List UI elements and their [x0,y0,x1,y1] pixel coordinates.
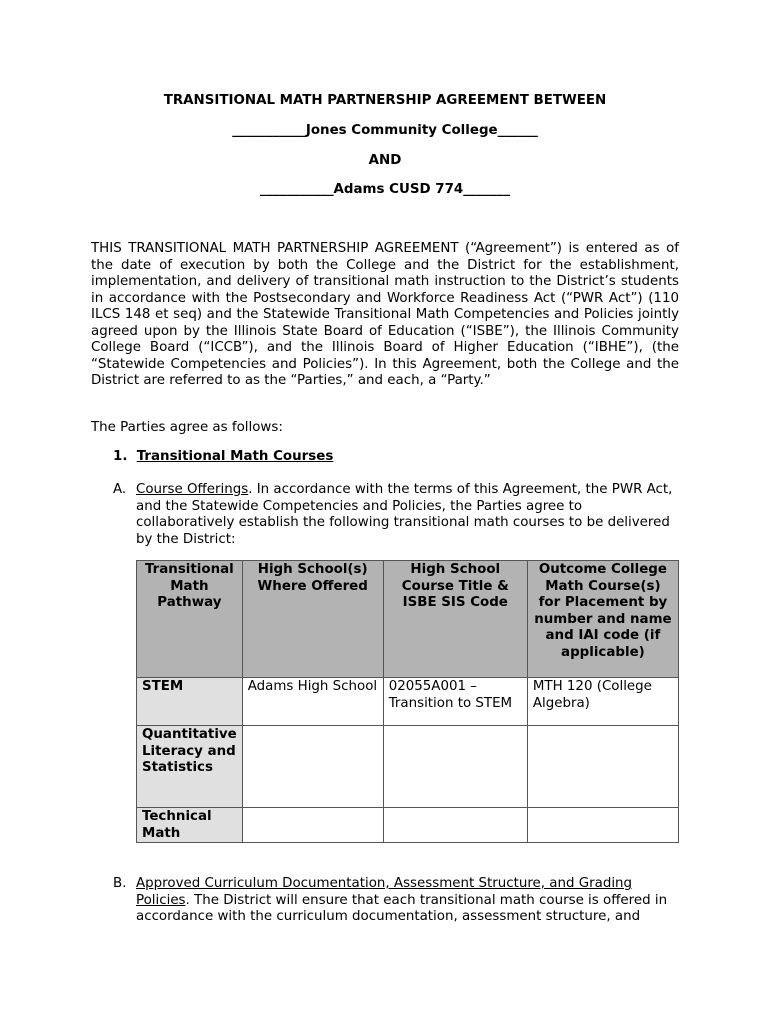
section-a-underlined: Course Offerings [136,482,249,497]
section-b-body: . The District will ensure that each transitional math course is offered in accordance with the curriculum documentation, assessment structure, and [136,892,668,924]
table-header-cell: Outcome College Math Course(s) for Placement by number and name and IAI code (if applicable) [527,561,678,678]
table-header-cell: Transitional Math Pathway [137,561,243,678]
district-name-line: ___________Adams CUSD 774_______ [259,182,511,197]
agreement-title: TRANSITIONAL MATH PARTNERSHIP AGREEMENT BETWEEN [163,93,607,108]
parties-agree-line: The Parties agree as follows: [91,420,283,435]
pathway-cell: STEM [137,678,243,726]
table-header-row [137,561,679,678]
transitional-math-table [136,560,679,843]
section-a-label: A. [113,482,127,497]
section-b-underlined: Approved Curriculum Documentation, Assessment Structure, and Grading Policies [136,876,633,908]
table-row [137,808,679,843]
table-cell [242,808,383,843]
table-cell [527,808,678,843]
table-cell [383,808,527,843]
intro-paragraph: THIS TRANSITIONAL MATH PARTNERSHIP AGREEMENT (“Agreement”) is entered as of the date of execution by both the College and the District for the establishment, implementation, and delivery of transitional math instruction to the District’s students in accordance with the Postsecondary and Workforce Readiness Act (“PWR Act”) (110 ILCS 148 et seq) and the Statewide Transitional Math Competencies and Policies jointly agreed upon by the Illinois State Board of Education (“ISBE”), the Illinois Community College Board (“ICCB”), and the Illinois Board of Higher Education (“IBHE”), (the “Statewide Competencies and Policies”). In this Agreement, both the College and the District are referred to as the “Parties,” and each, a “Party.” [91,241,679,388]
section-b-text [136,876,678,926]
pathway-cell: Technical Math [137,808,243,843]
and-line: AND [368,153,402,168]
section-b-label: B. [113,876,127,891]
table-cell [527,726,678,808]
table-cell [242,726,383,808]
section-a [113,482,673,548]
table-header-cell: High School(s) Where Offered [242,561,383,678]
table-header-cell: High School Course Title & ISBE SIS Code [383,561,527,678]
section-1-number: 1. [113,449,128,464]
section-a-body: . In accordance with the terms of this Agreement, the PWR Act, and the Statewide Competencies and Policies, the Parties agree to collaboratively establish the following transitional math courses to be delivered by the District: [136,482,673,547]
table-row [137,678,679,726]
section-1-title: Transitional Math Courses [136,449,334,464]
table-cell: Adams High School [242,678,383,726]
table-row [137,726,679,808]
section-a-text [136,482,673,548]
section-1-heading [113,449,333,466]
table-cell: MTH 120 (College Algebra) [527,678,678,726]
section-b [113,876,678,926]
table-cell: 02055A001 – Transition to STEM [383,678,527,726]
college-name-line: ___________Jones Community College______ [232,123,538,138]
table-cell [383,726,527,808]
pathway-cell: Quantitative Literacy and Statistics [137,726,243,808]
